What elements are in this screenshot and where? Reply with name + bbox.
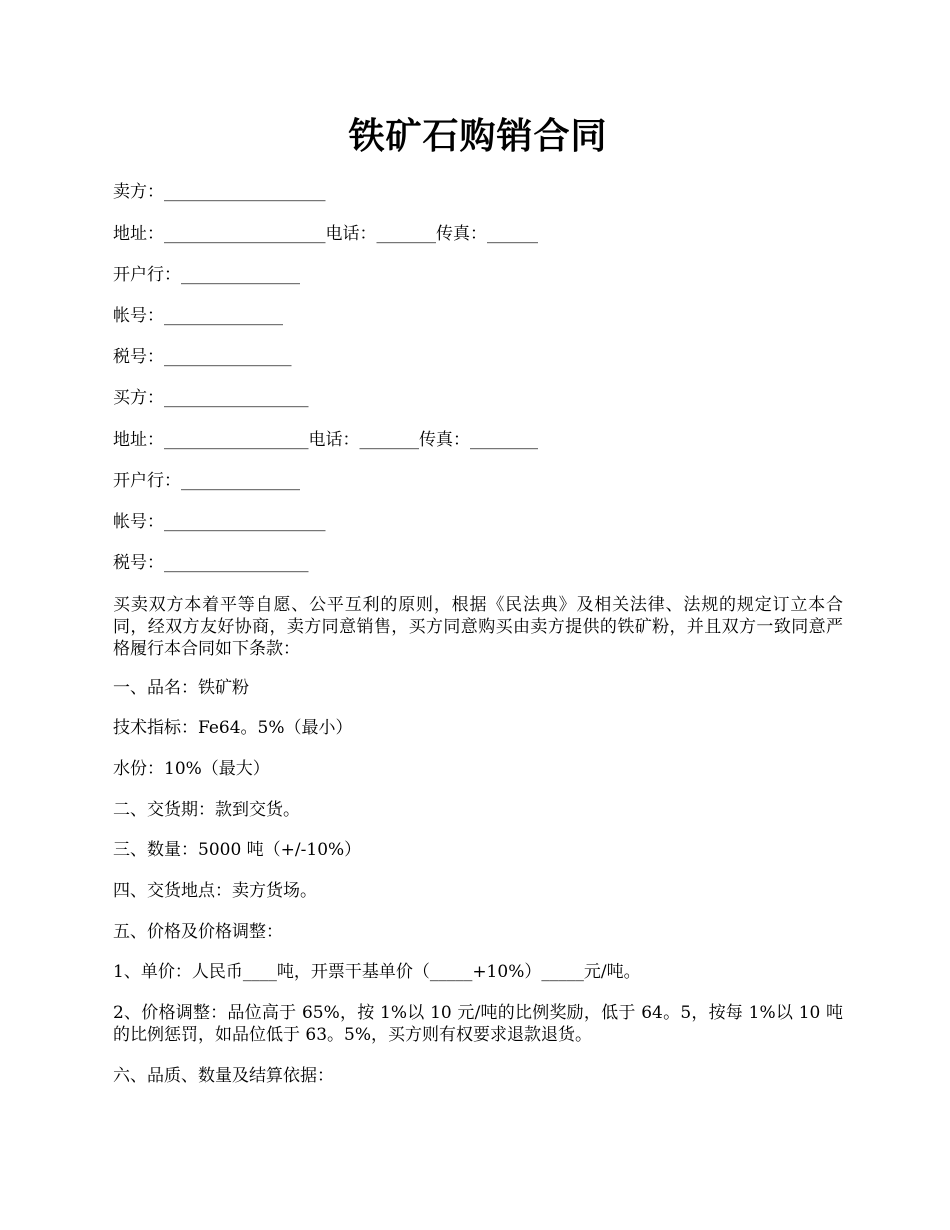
- clause-quality-heading: 六、品质、数量及结算依据：: [113, 1066, 334, 1086]
- clause-unit-price: 1、单价：人民币____吨，开票干基单价（_____+10%）_____元/吨。: [113, 962, 641, 982]
- buyer-account: 帐号：___________________: [113, 512, 326, 532]
- clause-price-adjust: 2、价格调整：品位高于 65%，按 1%以 10 元/吨的比例奖励，低于 64。5，按每 1%以 10 吨的比例惩罚，如品位低于 63。5%，买方则有权要求退款退货。: [113, 1003, 843, 1045]
- clause-tech-spec: 技术指标：Fe64。5%（最小）: [113, 718, 353, 738]
- seller-address-line: 地址：___________________电话：_______传真：______: [113, 224, 538, 244]
- buyer-party: 买方：_________________: [113, 388, 309, 408]
- clause-delivery-period: 二、交货期：款到交货。: [113, 800, 300, 820]
- clause-price-heading: 五、价格及价格调整：: [113, 922, 283, 942]
- seller-bank: 开户行：______________: [113, 265, 300, 285]
- clause-delivery-place: 四、交货地点：卖方货场。: [113, 881, 317, 901]
- clause-quantity: 三、数量：5000 吨（+/-10%）: [113, 840, 362, 860]
- buyer-address-line: 地址：_________________电话：_______传真：________: [113, 430, 538, 450]
- seller-account: 帐号：______________: [113, 306, 283, 326]
- preamble-paragraph: 买卖双方本着平等自愿、公平互利的原则，根据《民法典》及相关法律、法规的规定订立本合同，经双方友好协商，卖方同意销售，买方同意购买由卖方提供的铁矿粉，并且双方一致同意严格履行本合同如下条款：: [113, 595, 843, 659]
- clause-moisture: 水份：10%（最大）: [113, 759, 270, 779]
- seller-tax-id: 税号：_______________: [113, 347, 292, 367]
- buyer-bank: 开户行：______________: [113, 471, 300, 491]
- page-title: 铁矿石购销合同: [348, 115, 608, 157]
- clause-product: 一、品名：铁矿粉: [113, 678, 249, 698]
- buyer-tax-id: 税号：_________________: [113, 553, 309, 573]
- seller-party: 卖方：___________________: [113, 182, 326, 202]
